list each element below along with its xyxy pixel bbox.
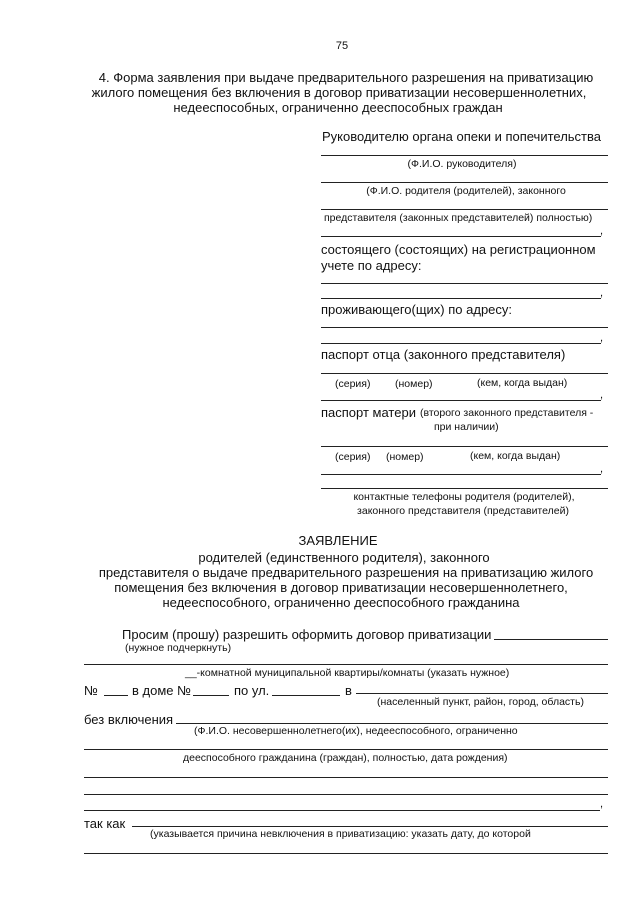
registered-label: состоящего (состоящих) на регистрационном xyxy=(321,242,596,257)
father-passport-line xyxy=(321,373,608,374)
exclusion-line-2 xyxy=(84,749,608,750)
exclusion-line-4 xyxy=(84,794,608,795)
parent-fio-line-3 xyxy=(321,236,601,237)
no-line xyxy=(104,695,128,696)
father-passport-label: паспорт отца (законного представителя) xyxy=(321,347,566,362)
parent-fio-line xyxy=(321,182,608,183)
because-label: так как xyxy=(84,816,126,831)
heading-line-2: жилого помещения без включения в договор приватизации несовершеннолетних, xyxy=(91,85,587,100)
in-label: в xyxy=(345,683,352,698)
house-line xyxy=(193,695,229,696)
no-label: № xyxy=(84,683,98,698)
locality-hint: (населенный пункт, район, город, область) xyxy=(377,696,584,708)
mother-passport-note-2: при наличии) xyxy=(434,421,499,433)
mother-series-hint: (серия) xyxy=(335,451,371,463)
mother-passport-line xyxy=(321,446,608,447)
house-label: в доме № xyxy=(132,683,192,698)
father-number-hint: (номер) xyxy=(395,378,433,390)
mother-number-hint: (номер) xyxy=(386,451,424,463)
statement-title: ЗАЯВЛЕНИЕ xyxy=(298,533,378,548)
heading-line-1: 4. Форма заявления при выдаче предварительного разрешения на приватизацию xyxy=(98,70,594,85)
exclusion-label: без включения xyxy=(84,712,174,727)
father-series-hint: (серия) xyxy=(335,378,371,390)
father-passport-line-2 xyxy=(321,400,601,401)
comma: , xyxy=(600,332,604,344)
mother-passport-label: паспорт матери xyxy=(321,405,416,420)
comma: , xyxy=(600,389,604,401)
mother-issued-hint: (кем, когда выдан) xyxy=(470,450,561,462)
statement-sub-4: недееспособного, ограниченно дееспособного гражданина xyxy=(162,595,520,610)
parent-fio-hint: (Ф.И.О. родителя (родителей), законного xyxy=(366,185,566,197)
exclusion-hint: (Ф.И.О. несовершеннолетнего(их), недееспособного, ограниченно xyxy=(194,725,518,737)
page-number: 75 xyxy=(335,40,349,52)
residing-line xyxy=(321,327,608,328)
parent-fio-hint-2: представителя (законных представителей) полностью) xyxy=(324,212,593,224)
phones-line xyxy=(321,488,608,489)
registered-line xyxy=(321,283,608,284)
because-line-2 xyxy=(84,853,608,854)
heading-line-3: недееспособных, ограниченно дееспособных граждан xyxy=(173,100,503,115)
head-fio-line xyxy=(321,155,608,156)
request-line xyxy=(494,639,608,640)
registered-line-2 xyxy=(321,298,601,299)
because-hint: (указывается причина невключения в приватизацию: указать дату, до которой xyxy=(150,828,531,840)
comma: , xyxy=(600,225,604,237)
comma: , xyxy=(600,287,604,299)
residing-label: проживающего(щих) по адресу: xyxy=(321,302,513,317)
street-label: по ул. xyxy=(234,683,270,698)
locality-line xyxy=(356,693,608,694)
exclusion-line xyxy=(176,723,608,724)
statement-sub-1: родителей (единственного родителя), законного xyxy=(198,550,490,565)
exclusion-line-3 xyxy=(84,777,608,778)
mother-passport-line-2 xyxy=(321,474,601,475)
residing-line-2 xyxy=(321,343,601,344)
addressee-head: Руководителю органа опеки и попечительства xyxy=(322,129,601,144)
phones-hint: контактные телефоны родителя (родителей), xyxy=(353,491,575,503)
underline-hint: (нужное подчеркнуть) xyxy=(125,642,232,654)
head-fio-hint: (Ф.И.О. руководителя) xyxy=(407,158,517,170)
request-text: Просим (прошу) разрешить оформить договор приватизации xyxy=(122,627,492,642)
room-line: __-комнатной муниципальной квартиры/комнаты (указать нужное) xyxy=(185,667,510,679)
phones-hint-2: законного представителя (представителей) xyxy=(357,505,569,517)
statement-sub-2: представителя о выдаче предварительного разрешения на приватизацию жилого xyxy=(98,565,594,580)
statement-sub-3: помещения без включения в договор приватизации несовершеннолетнего, xyxy=(114,580,568,595)
parent-fio-line-2 xyxy=(321,209,608,210)
exclusion-hint-2: дееспособного гражданина (граждан), полностью, дата рождения) xyxy=(183,752,508,764)
because-line xyxy=(132,826,608,827)
comma: , xyxy=(600,798,604,810)
mother-passport-note: (второго законного представителя - xyxy=(420,407,594,419)
exclusion-line-5 xyxy=(84,810,600,811)
comma: , xyxy=(600,463,604,475)
registered-label-2: учете по адресу: xyxy=(321,258,422,273)
request-line-2 xyxy=(84,664,608,665)
street-line xyxy=(272,695,340,696)
father-issued-hint: (кем, когда выдан) xyxy=(477,377,568,389)
